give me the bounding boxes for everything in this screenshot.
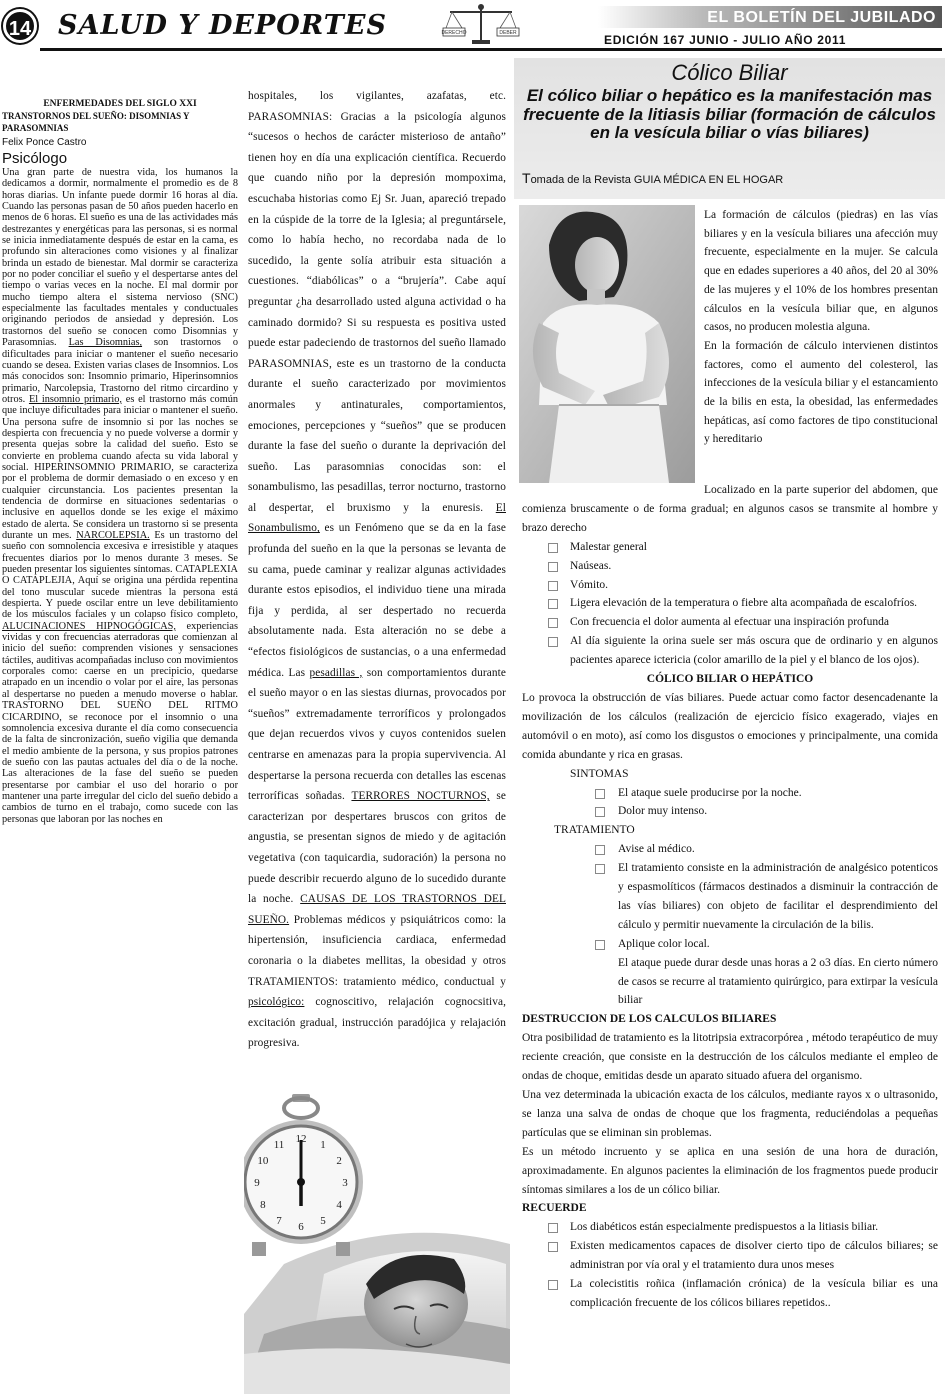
page-header bbox=[0, 0, 945, 50]
term-psicologico: psicológico: bbox=[248, 996, 305, 1009]
article-author: Felix Ponce Castro bbox=[2, 137, 87, 148]
body-text: se caracterizan por despertares bruscos con gritos de angustia, se presentan signos de miedo y de agitación vegetativa (con taquicardia, sudoración) la persona no puede describir recuerdo alguno de lo sucedido durante la noche. bbox=[248, 790, 506, 906]
destruccion-paragraph-3: Es un método incruento y se aplica en una sesión de una hora de duración, aproximadamente. En algunos pacientes la eliminación de los fragmentos puede producir síntomas similares a los de un cólico biliar. bbox=[522, 1145, 938, 1196]
sintoma-item: Dolor muy intenso. bbox=[522, 802, 938, 821]
recuerde-item: Existen medicamentos capaces de disolver cierto tipo de cálculos biliares; se administran por vía oral y el tratamiento dura unos meses bbox=[522, 1237, 938, 1275]
intro-paragraph-1: La formación de cálculos (piedras) en las vías biliares y en la vesícula biliares una afección muy frecuente, especialmente en la mujer. Se calcula que en edades superiores a 40 años, del 20 al 30% de las mujeres y el 10% de los hombres presentan cálculos en la vesícula biliar que, en algunos casos, no producen molestia alguna. bbox=[704, 209, 938, 334]
article-heading: ENFERMEDADES DEL SIGLO XXI bbox=[43, 99, 197, 109]
destruccion-paragraph-2: Una vez determinada la ubicación exacta de los cálculos, mediante rayos x o ultrasonido, se lanza una salva de ondas de choque que los fragmenta, reduciéndolas a pequeñas partículas que se eliminan sin problemas. bbox=[522, 1089, 938, 1139]
term-disomnias: Las Disomnias, bbox=[68, 337, 143, 349]
body-text: Una gran parte de nuestra vida, los humanos la dedicamos a dormir, normalmente el promedio es de 8 horas diarias. Un infante puede dormir 16 horas al día. Cuando las personas pasan de 50 años pueden hacerlo en menos de 6 horas. El sueño es una de las actividades más destrezantes y energéticas para las personas, si es normal se inicia inmediatamente después de estar en la cama, es profundo sin alteraciones como visiones y al finalizar brinda un estado de bienestar. Mal dormir se caracteriza por no poder conciliar el sueño y el despertarse antes del tiempo o varias veces en la noche. El mal dormir por mucho tiempo altera el sistema nervioso (SNC) especialmente las facultades mentales y conductuales originando periodos de ansiedad y depresión. Los trastornos del sueño se conocen como Disomnias y Parasomnias. bbox=[2, 167, 238, 349]
article-body-col2 bbox=[248, 86, 506, 1054]
sintoma-item: El ataque suele producirse por la noche. bbox=[522, 784, 938, 803]
term-pesadillas: pesadillas , bbox=[309, 666, 363, 679]
source-initial: T bbox=[522, 170, 531, 186]
term-narcolepsia: NARCOLEPSIA. bbox=[76, 530, 150, 541]
header-rule bbox=[40, 48, 942, 51]
logo-right-word: DEBER bbox=[499, 30, 517, 36]
body-text: es el trastorno más común que incluye dificultades para iniciar o mantener el sueño. Una persona sufre de insomnio si por las noches se despierta con frecuencia y no puede volverse a dormir y presenta quejas sobre la calidad del sueño. Esto se convierte en problema cuando afecta su vida laboral y social. HIPERINSOMNIO PRIMARIO, se caracteriza por el problema de dormir demasiado o en exceso y en cualquier circunstancia. Los pacientes presentan la tendencia de dormirse en situaciones sedentarias o inclusive en aquellos donde se les exige el máximo estado de alerta. Se considera un trastorno si se presenta durante un mes. bbox=[2, 393, 239, 541]
publication-banner bbox=[598, 6, 942, 28]
body-text: Problemas médicos y psiquiátricos como: la hipertensión, insuficiencia cardiaca, enfermedad coronaria o la diabetes mellitas, la obesidad y otros TRATAMIENTOS: tratamiento médico, conductual y bbox=[248, 913, 506, 988]
body-text: son comportamientos durante el sueño mayor o en las siestas diurnas, provocados por “sueños” extremadamente terroríficos y prolongados que dejan recuerdos vivos y cuyos contenidos suelen centrarse en amenazas para la propia supervivencia. Al despertarse la persona recuerda con detalles las escenas terroríficas soñadas. bbox=[248, 666, 506, 803]
body-text: Es un trastorno del sueño con somnolencia excesiva e irresistible y ataques frecuentes diarios por lo menos durante 3 meses. Se pueden presentar los siguientes síntomas. CATAPLEXIA O CATAPLEJIA, Aquí se origina una pérdida repentina del tono muscular sucede mientras la persona está despierta. Y puede oscilar entre un leve debilitamiento de los músculos faciales y un colapso físico completo, bbox=[2, 530, 238, 621]
tratamiento-label: TRATAMIENTO bbox=[554, 824, 635, 837]
article-source bbox=[522, 170, 783, 186]
clock-numeral: 9 bbox=[254, 1177, 260, 1189]
source-text: omada de la Revista GUIA MÉDICA EN EL HOGAR bbox=[530, 174, 784, 186]
symptom-item: Con frecuencia el dolor aumenta al efectuar una inspiración profunda bbox=[522, 613, 938, 632]
article-subheading: TRANSTORNOS DEL SUEÑO: DISOMNIAS Y PARASOMNIAS bbox=[2, 111, 190, 133]
clock-numeral: 5 bbox=[320, 1215, 326, 1228]
section-title: SALUD Y DEPORTES bbox=[58, 10, 387, 41]
woman-abdominal-pain-photo bbox=[519, 205, 695, 483]
article-title: Cólico Biliar bbox=[671, 60, 788, 85]
term-terrores: TERRORES NOCTURNOS, bbox=[351, 790, 490, 803]
clock-sleeper-illustration bbox=[244, 1094, 510, 1394]
tratamiento-item: Aplique color local. bbox=[522, 935, 938, 954]
term-alucinaciones: ALUCINACIONES HIPNOGÓGICAS, bbox=[2, 620, 176, 632]
clock-numeral: 11 bbox=[273, 1138, 285, 1151]
justice-scale-icon bbox=[440, 2, 522, 46]
clock-numeral: 1 bbox=[320, 1138, 326, 1151]
edition-line: EDICIÓN 167 JUNIO - JULIO AÑO 2011 bbox=[604, 33, 847, 47]
body-text: es un Fenómeno que se da en la fase profunda del sueño en la que la personas se levanta de su cama, puede caminar y realizar algunas actividades durante estos episodios, el individuo tiene una mirada fija y perdida, al ser despertado no recuerda absolutamente nada. Esta alteración no se debe a “efectos fisiológicos de sustancias, o a una enfermedad médica. Las bbox=[248, 522, 506, 679]
logo-left-word: DERECHO bbox=[441, 30, 467, 36]
body-text: experiencias vividas y con frecuencias aterradoras que comienzan al inicio del sueño: comprenden visiones y sensaciones táctiles, auditivas acompañadas incluso con movimientos corporales como: caerse en un precipicio, quedarse atrapado en un incendio o volar por el aire, las personas al despertarse no pueden a menudo moverse o hablar. TRASTORNO DEL SUEÑO DEL RITMO CICARDINO, se reconoce por el insomnio o una somnolencia excesiva durante el día como consecuencia de la falta de sincronización, sueño vigilia que demanda el medio ambiente de la persona, y sus propios patrones de sueño con las pautas actuales del día o de la noche. Las alteraciones de la fase del sueño se pueden presentarse por cambiar el uso del horario o por mantener una parte irregular del ciclo del sueño debido a cambios de turno en el trabajo, como sucede con las personas que laboran por las noches en bbox=[2, 620, 238, 825]
clock-numeral: 6 bbox=[298, 1221, 304, 1233]
body-text: son trastornos o dificultades para iniciar o mantener el sueño necesario cuando se desea. Existen varias clases de Insomnios. Los más conocidos son: Insomnio primario, Hiperinsomnios primario, Narcolepsia, Trastorno del ritmo circardino y otros. bbox=[2, 337, 238, 405]
sleep-article-column-1 bbox=[2, 98, 238, 825]
recuerde-item: Los diabéticos están especialmente predispuestos a la litiasis biliar. bbox=[522, 1218, 938, 1237]
clock-numeral: 10 bbox=[257, 1155, 269, 1167]
symptom-item: Vómito. bbox=[522, 576, 938, 595]
intro-text bbox=[704, 206, 938, 449]
recuerde-item: La colecistitis roñica (inflamación crónica) de la vesícula biliar es una complicación frecuente de los cólicos biliares repetidos.. bbox=[522, 1275, 938, 1313]
biliar-article-body bbox=[522, 481, 938, 1313]
symptom-item: Ligera elevación de la temperatura o fiebre alta acompañada de escalofríos. bbox=[522, 594, 938, 613]
symptom-item: Al día siguiente la orina suele ser más oscura que de ordinario y en algunos pacientes aparece ictericia (color amarillo de la piel y el blanco de los ojos). bbox=[522, 632, 938, 670]
clock-numeral: 8 bbox=[260, 1199, 266, 1211]
intro-paragraph-2: En la formación de cálculo intervienen distintos factores, como el aumento del colesterol, las infecciones de la vesícula biliar y el estancamiento de la bilis en esta, la obesidad, las enfermedades hepáticas, así como factores de tipo constitucional y hereditario bbox=[704, 339, 938, 446]
recuerde-heading: RECUERDE bbox=[522, 1202, 587, 1215]
clock-numeral: 7 bbox=[276, 1215, 282, 1228]
tratamiento-item: Avise al médico. bbox=[522, 840, 938, 859]
tratamiento-item: El tratamiento consiste en la administración de analgésico potenticos y espasmolíticos (fármacos destinados a disminuir la contracción de las vías biliares) con objeto de facilitar el desprendimiento del cálculo y permitir nuevamente la circulación de la bilis. bbox=[522, 859, 938, 935]
body-text: cognoscitivo, relajación cognocsitiva, excitación gradual, instrucción paradójica y relajación progresiva. bbox=[248, 996, 506, 1050]
destruccion-paragraph-1: Otra posibilidad de tratamiento es la litotripsia extracorpórea , método terapéutico de muy reciente creación, que consiste en la destrucción de los cálculos mediante el empleo de ondas de choque, emitidas desde un aparato situado afuera del organismo. bbox=[522, 1032, 938, 1083]
body-text: hospitales, los vigilantes, azafatas, etc. PARASOMNIAS: Gracias a la psicología algunos “sucesos o hechos de carácter misterioso de antaño” tienen hoy en día una explicación científica. Recuerdo que cuando niño por la depresión mompoxima, escuchaba historias como Ej Sr. Juan, apareció trepado en la cúspide de la torre de la Iglesia; al preguntársele, como lo había hecho, no recordaba nada de lo sucedido, la gente solía atribuir esta situación a cuestiones. “diabólicas” o a “brujería”. Cabe aquí preguntar ¿ha desarrollado usted alguna actividad o ha caminado dormido? Si su respuesta es positiva usted puede estar padeciendo de trastornos del sueño llamado PARASOMNIAS, este es un trastorno de la conducta durante el sueño caracterizado por movimientos anormales y antinaturales, comportamientos, emociones, percepciones y “sueños” que se producen durante la fase del sueño o durante la deprivación del sueño. Las parasomnias conocidas son: el sonambulismo, las pesadillas, terror nocturno, trastorno al despertar, el bruxismo y la enuresis. bbox=[248, 90, 506, 514]
article-subtitle: El cólico biliar o hepático es la manifestación mas frecuente de la litiasis biliar (formación de cálculos en la vesícula biliar o vías biliares) bbox=[523, 86, 936, 142]
clock-numeral: 2 bbox=[336, 1155, 342, 1167]
sleep-article-column-2 bbox=[248, 86, 506, 1054]
sintomas-label: SINTOMAS bbox=[570, 767, 629, 780]
destruccion-heading: DESTRUCCION DE LOS CALCULOS BILIARES bbox=[522, 1013, 777, 1026]
symptom-item: Malestar general bbox=[522, 538, 938, 557]
page-number: 14 bbox=[3, 9, 37, 43]
colico-heading: CÓLICO BILIAR O HEPÁTICO bbox=[646, 673, 814, 686]
intro-paragraph-3: Localizado en la parte superior del abdomen, que comienza bruscamente o de forma gradual; en algunos casos se transmite al hombre y brazo derecho bbox=[522, 484, 938, 534]
clock-numeral: 12 bbox=[295, 1133, 307, 1145]
clock-numeral: 3 bbox=[342, 1177, 348, 1189]
tratamiento-note: El ataque puede durar desde unas horas a 2 o3 días. En cierto número de casos se recurre al tratamiento quirúrgico, para extirpar la vesícula biliar bbox=[618, 956, 938, 1007]
clock-numeral: 4 bbox=[336, 1199, 342, 1211]
author-role: Psicólogo bbox=[2, 150, 68, 167]
article-body-col1 bbox=[2, 167, 238, 825]
colico-paragraph: Lo provoca la obstrucción de vías biliares. Puede actuar como factor desencadenante la movilización de los cálculos (realización de ejercicio físico exagerado, viajes en automóvil o en moto), así como los disgustos o emociones y principalmente, una comida comida abundante y rica en grasas. bbox=[522, 691, 938, 761]
publication-name: EL BOLETÍN DEL JUBILADO bbox=[707, 9, 936, 26]
term-sonambulismo: El Sonambulismo, bbox=[248, 501, 506, 535]
term-insomnio-primario: El insomnio primario, bbox=[28, 393, 122, 405]
symptom-item: Naúseas. bbox=[522, 557, 938, 576]
term-causas: CAUSAS DE LOS TRASTORNOS DEL SUEÑO. bbox=[248, 893, 506, 926]
